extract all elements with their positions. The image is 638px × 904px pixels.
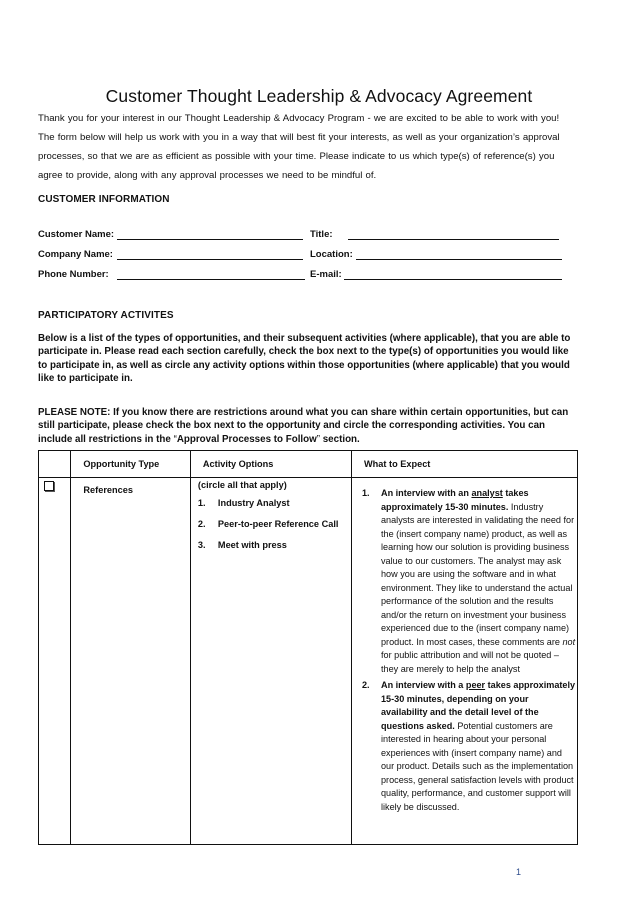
list-number: 2. (197, 519, 206, 529)
list-number: 2. (362, 680, 370, 690)
what-to-expect-header: What to Expect (352, 451, 578, 478)
table-row (39, 478, 578, 845)
please-note-paragraph (38, 406, 573, 446)
document-title: Customer Thought Leadership & Advocacy Agreement (105, 86, 533, 106)
phone-number-label: Phone Number: (38, 269, 109, 280)
note-text-before: PLEASE NOTE: If you know there are restrictions around what you can share within certain opportunities, but can still participate, please check the box next to the opportunity and circle the corresponding activities. You can include all restrictions in the (38, 407, 569, 445)
list-number: 1. (197, 498, 206, 508)
activity-option[interactable] (198, 498, 351, 509)
title-field[interactable] (348, 239, 559, 240)
customer-name-label: Customer Name: (38, 229, 115, 240)
checkbox-header-cell (39, 451, 71, 478)
form-row-name-title (38, 229, 568, 243)
phone-number-field[interactable] (117, 279, 305, 280)
activity-option[interactable] (198, 540, 351, 551)
table-header-row (39, 451, 578, 478)
expect-text (381, 487, 577, 676)
expect-lead: An interview with an (381, 488, 472, 498)
page-number: 1 (516, 867, 522, 877)
circle-all-note: (circle all that apply) (197, 480, 287, 490)
activity-option[interactable] (198, 519, 351, 530)
activity-options-header: Activity Options (190, 451, 351, 478)
form-row-company-location (38, 249, 568, 263)
activity-label: Meet with press (217, 540, 287, 550)
email-field[interactable] (344, 279, 562, 280)
activity-list (191, 498, 351, 551)
participatory-heading: PARTICIPATORY ACTIVITES (38, 310, 174, 321)
activity-cell (190, 478, 351, 845)
list-item (362, 487, 577, 676)
opportunities-table (38, 450, 578, 845)
activity-label: Peer-to-peer Reference Call (217, 519, 339, 529)
expect-lead: An interview with a (381, 680, 466, 690)
intro-paragraph: Thank you for your interest in our Thought Leadership & Advocacy Program - we are excited to be able to work with you! The form below will help us work with you in a way that will best fit your interests, as well as your organization’s approval processes, so that we are as efficient as possible with your time. Please indicate to us which type(s) of reference(s) you agree to provide, along with any approval processes we need to be mindful of. (38, 113, 560, 181)
customer-name-field[interactable] (117, 239, 303, 240)
company-name-field[interactable] (117, 259, 303, 260)
form-row-phone-email (38, 269, 568, 283)
expect-body-italic: not (562, 636, 576, 647)
list-number: 1. (362, 488, 370, 498)
opportunity-label: References (83, 485, 133, 495)
note-quoted: Approval Processes to Follow (176, 433, 317, 445)
opportunity-type-header: Opportunity Type (71, 451, 191, 478)
expect-cell (352, 478, 578, 845)
list-number: 3. (197, 540, 206, 550)
references-checkbox[interactable] (44, 481, 54, 491)
location-field[interactable] (356, 259, 562, 260)
expect-body: for public attribution and will not be quoted – they are merely to help the analyst (381, 650, 559, 674)
customer-info-heading: CUSTOMER INFORMATION (38, 194, 170, 205)
expect-text (381, 679, 577, 814)
expect-body: Industry analysts are interested in validating the need for the (insert company name) product, as well as learning how our solution is providing business value to our customers. The analyst may ask how you are using the software and in what environment. They like to understand the actual performance of the solution and the results and/or the return on investment your business experienced due to the (insert company name) product. In most cases, these comments are (381, 501, 575, 647)
expect-lead-underlined: analyst (471, 488, 503, 498)
email-label: E-mail: (310, 269, 342, 280)
note-quote-open: “ (173, 433, 177, 445)
checkbox-cell (39, 478, 71, 845)
location-label: Location: (310, 249, 353, 260)
expect-body: Potential customers are interested in hearing about your personal experiences with (insert company name) and our product. Details such as the implementation process, general satisfaction levels with product quality, performance, and customer support will likely be discussed. (381, 720, 574, 812)
participatory-paragraph: Below is a list of the types of opportunities, and their subsequent activities (where applicable), that you are able to participate in. Please read each section carefully, check the box next to the type(s) of opportunities you would like to participate in, as well as circle any activity options within those opportunities (where applicable) that you would like to participate in. (38, 333, 571, 384)
company-name-label: Company Name: (38, 249, 113, 260)
note-text-after: section. (320, 433, 360, 445)
expect-lead: takes approximately 15-30 minutes. (381, 488, 529, 512)
activity-label: Industry Analyst (217, 498, 290, 508)
expect-list (352, 487, 577, 814)
expect-lead-underlined: peer (465, 680, 486, 690)
opportunity-cell (71, 478, 191, 845)
title-label: Title: (310, 229, 333, 240)
expect-lead: takes approximately 15-30 minutes, depending on your availability and the detail level of the questions asked. (381, 680, 576, 731)
note-quote-close: ” (316, 433, 321, 445)
list-item (362, 679, 577, 814)
